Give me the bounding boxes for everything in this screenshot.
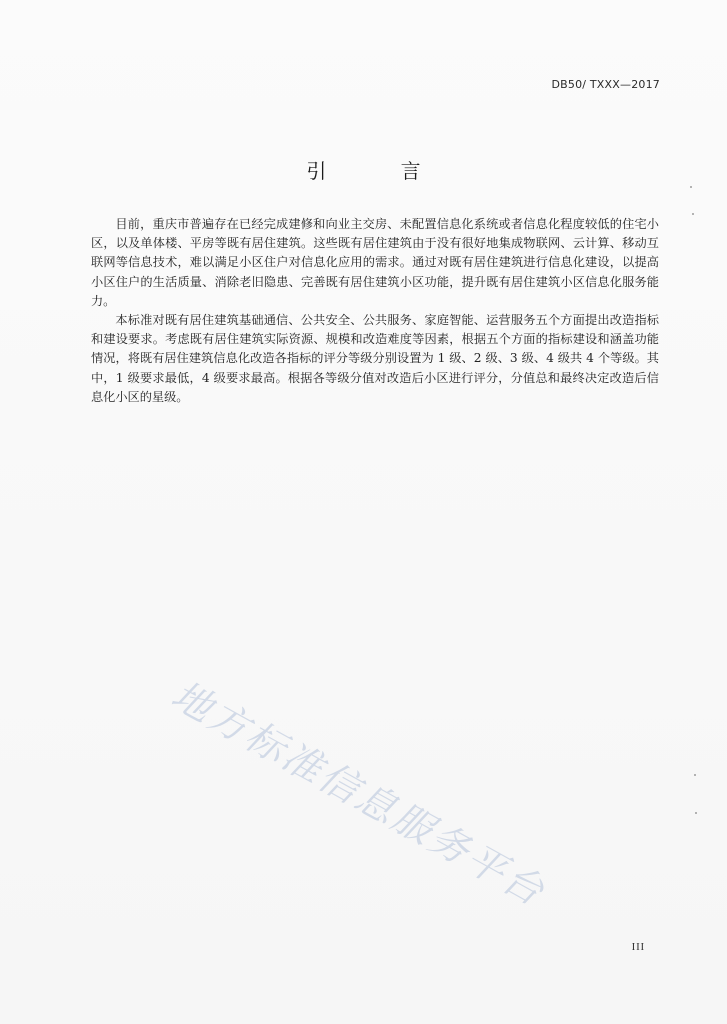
scan-dot — [692, 213, 694, 215]
watermark: 地方标准信息服务平台 — [163, 672, 553, 916]
paragraph-1: 目前，重庆市普遍存在已经完成建修和向业主交房、未配置信息化系统或者信息化程度较低的住宅小区，以及单体楼、平房等既有居住建筑。这些既有居住建筑由于没有很好地集成物联网、云计算、移动互联网等信息技术，难以满足小区住户对信息化应用的需求。通过对既有居住建筑进行信息化建设，以提高小区住户的生活质量、消除老旧隐患、完善既有居住建筑小区功能，提升既有居住建筑小区信息化服务能力。 — [91, 217, 659, 308]
scan-dot — [695, 812, 697, 814]
page-title: 引 言 — [306, 159, 455, 183]
document-code: DB50/ TXXX—2017 — [551, 78, 660, 91]
scan-dot — [690, 186, 692, 188]
paragraph-2: 本标准对既有居住建筑基础通信、公共安全、公共服务、家庭智能、运营服务五个方面提出改造指标和建设要求。考虑既有居住建筑实际资源、规模和改造难度等因素，根据五个方面的指标建设和涵盖功能情况，将既有居住建筑信息化改造各指标的评分等级分别设置为 1 级、2 级、3 级、4 级共 4 个等级。其中，1 级要求最低，4 级要求最高。根据各等级分值对改造后小区进行评分，分值总和最终决定改造后信息化小区的星级。 — [91, 313, 659, 404]
introduction-body — [91, 215, 659, 407]
scan-dot — [694, 774, 696, 776]
page-number: III — [631, 941, 645, 953]
